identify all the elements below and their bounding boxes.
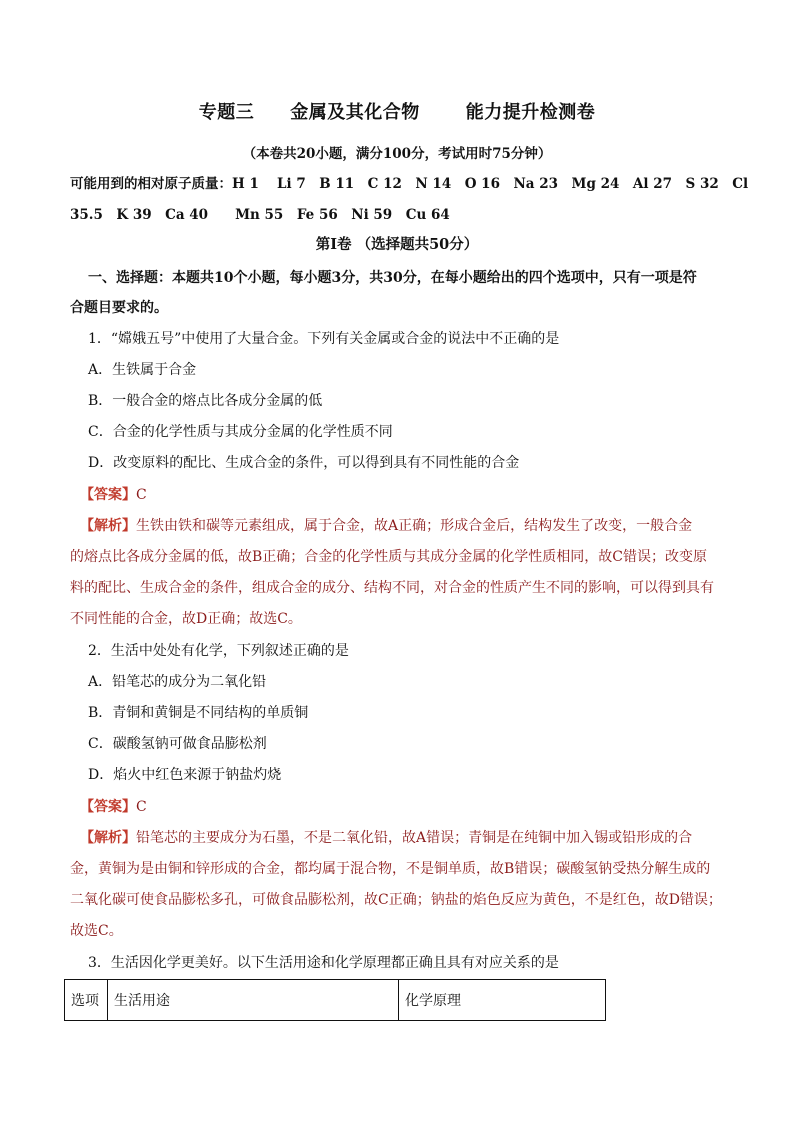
question-2-analysis-line-3: 二氧化碳可使食品膨松多孔，可做食品膨松剂，故C正确；钠盐的焰色反应为黄色，不是红色，故D错误； xyxy=(70,892,722,908)
question-2-analysis-line-2: 金，黄铜为是由铜和锌形成的合金，都均属于混合物，不是铜单质，故B错误；碳酸氢钠受热分解生成的 xyxy=(70,861,711,877)
answer-tag: 【答案】 xyxy=(80,799,136,815)
atomic-mass-line-2: 35.5 K 39 Ca 40 Mn 55 Fe 56 Ni 59 Cu 64 xyxy=(70,207,450,223)
question-3-table xyxy=(64,979,606,1021)
atomic-mass-line-1: 可能用到的相对原子质量：H 1 Li 7 B 11 C 12 N 14 O 16 Na 23 Mg 24 Al 27 S 32 Cl xyxy=(70,176,749,192)
table-header-usage: 生活用途 xyxy=(108,980,399,1021)
question-2-option-c: C．碳酸氢钠可做食品膨松剂 xyxy=(88,736,267,752)
question-1-stem: 1．“嫦娥五号”中使用了大量合金。下列有关金属或合金的说法中不正确的是 xyxy=(88,331,560,347)
test-info: （本卷共20小题，满分100分，考试用时75分钟） xyxy=(242,146,552,162)
answer-tag: 【答案】 xyxy=(80,487,136,503)
question-1-option-c: C．合金的化学性质与其成分金属的化学性质不同 xyxy=(88,424,393,440)
question-1-analysis-line-4: 不同性能的合金，故D正确；故选C。 xyxy=(70,611,302,627)
question-2-option-a: A．铅笔芯的成分为二氧化铅 xyxy=(88,674,267,690)
analysis-tag: 【解析】 xyxy=(80,518,136,534)
section-title: 第Ⅰ卷 （选择题共50分） xyxy=(315,236,479,253)
answer-value: C xyxy=(136,799,147,815)
question-2-analysis-line-4: 故选C。 xyxy=(70,923,123,939)
section-instructions-line-2: 合题目要求的。 xyxy=(70,300,168,316)
question-2-option-d: D．焰火中红色来源于钠盐灼烧 xyxy=(88,767,282,783)
analysis-tag: 【解析】 xyxy=(80,830,136,846)
question-1-option-d: D．改变原料的配比、生成合金的条件，可以得到具有不同性能的合金 xyxy=(88,455,520,471)
title-test-name: 能力提升检测卷 xyxy=(465,102,596,123)
title-topic: 专题三 xyxy=(198,102,255,123)
table-header-principle: 化学原理 xyxy=(399,980,606,1021)
section-instructions-line-1: 一、选择题：本题共10个小题，每小题3分，共30分，在每小题给出的四个选项中，只有一项是符 xyxy=(88,270,697,286)
question-1-analysis-line-3: 料的配比、生成合金的条件，组成合金的成分、结构不同，对合金的性质产生不同的影响，可以得到具有 xyxy=(70,580,714,596)
question-1-analysis-line-1: 【解析】生铁由铁和碳等元素组成，属于合金，故A正确；形成合金后，结构发生了改变，一般合金 xyxy=(80,518,693,534)
question-2-answer xyxy=(80,797,730,817)
question-1-option-a: A．生铁属于合金 xyxy=(88,362,197,378)
question-2-stem: 2．生活中处处有化学，下列叙述正确的是 xyxy=(88,643,349,659)
question-2-analysis-line-1: 【解析】铅笔芯的主要成分为石墨，不是二氧化铅，故A错误；青铜是在纯铜中加入锡或铅形成的合 xyxy=(80,830,693,846)
question-2-option-b: B．青铜和黄铜是不同结构的单质铜 xyxy=(88,705,309,721)
answer-value: C xyxy=(136,487,147,503)
title-subject: 金属及其化合物 xyxy=(290,102,420,123)
table-header-option: 选项 xyxy=(65,980,108,1021)
question-1-option-b: B．一般合金的熔点比各成分金属的低 xyxy=(88,393,323,409)
question-1-analysis-line-2: 的熔点比各成分金属的低，故B正确；合金的化学性质与其成分金属的化学性质相同，故C错误；改变原 xyxy=(70,549,707,565)
table-header-row xyxy=(65,980,606,1021)
question-3-stem: 3．生活因化学更美好。以下生活用途和化学原理都正确且具有对应关系的是 xyxy=(88,955,559,971)
page-title xyxy=(0,103,794,123)
question-1-answer xyxy=(80,485,730,505)
